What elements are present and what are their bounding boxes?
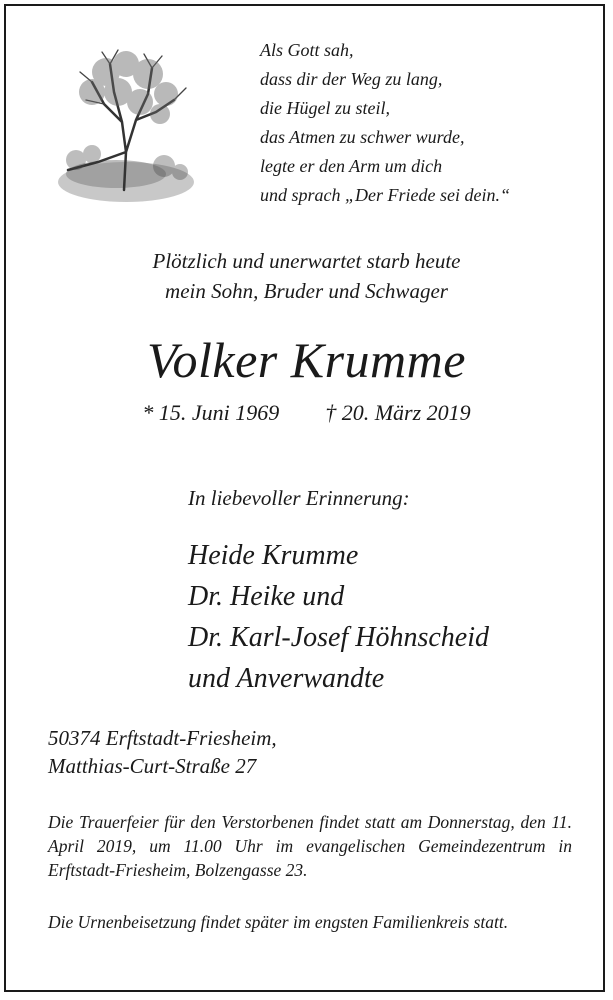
birth-date: * 15. Juni 1969 bbox=[142, 400, 280, 425]
funeral-service-text: Die Trauerfeier für den Verstorbenen findet statt am Donnerstag, den 11. April 2019, um 11.00 Uhr im evangelischen Gemeindezentrum in Erftstadt-Friesheim, Bolzengasse 23. bbox=[48, 812, 572, 880]
poem-line: Als Gott sah, bbox=[260, 40, 354, 60]
poem bbox=[260, 36, 510, 210]
death-date: † 20. März 2019 bbox=[325, 400, 471, 425]
urn-burial-text: Die Urnenbeisetzung findet später im engsten Familienkreis statt. bbox=[48, 912, 509, 932]
life-dates bbox=[0, 398, 613, 428]
poem-line: legte er den Arm um dich bbox=[260, 156, 443, 176]
announcement-line: Plötzlich und unerwartet starb heute bbox=[152, 249, 461, 273]
memory-heading: In liebevoller Erinnerung: bbox=[188, 486, 410, 510]
poem-line: und sprach „Der Friede sei dein.“ bbox=[260, 185, 510, 205]
deceased-name: Volker Krumme bbox=[147, 332, 466, 388]
tree-illustration bbox=[56, 42, 196, 212]
address bbox=[48, 724, 277, 780]
announcement-line: mein Sohn, Bruder und Schwager bbox=[165, 279, 448, 303]
mourners-list bbox=[188, 535, 489, 699]
address-line: 50374 Erftstadt-Friesheim, bbox=[48, 726, 277, 750]
mourner-name: Heide Krumme bbox=[188, 540, 359, 571]
poem-line: das Atmen zu schwer wurde, bbox=[260, 127, 465, 147]
mourner-name: Dr. Karl-Josef Höhnscheid bbox=[188, 622, 489, 653]
address-line: Matthias-Curt-Straße 27 bbox=[48, 754, 257, 778]
mourner-name: Dr. Heike und bbox=[188, 581, 345, 612]
death-announcement bbox=[0, 246, 613, 306]
poem-line: die Hügel zu steil, bbox=[260, 98, 390, 118]
poem-line: dass dir der Weg zu lang, bbox=[260, 69, 443, 89]
mourner-name: und Anverwandte bbox=[188, 663, 385, 694]
